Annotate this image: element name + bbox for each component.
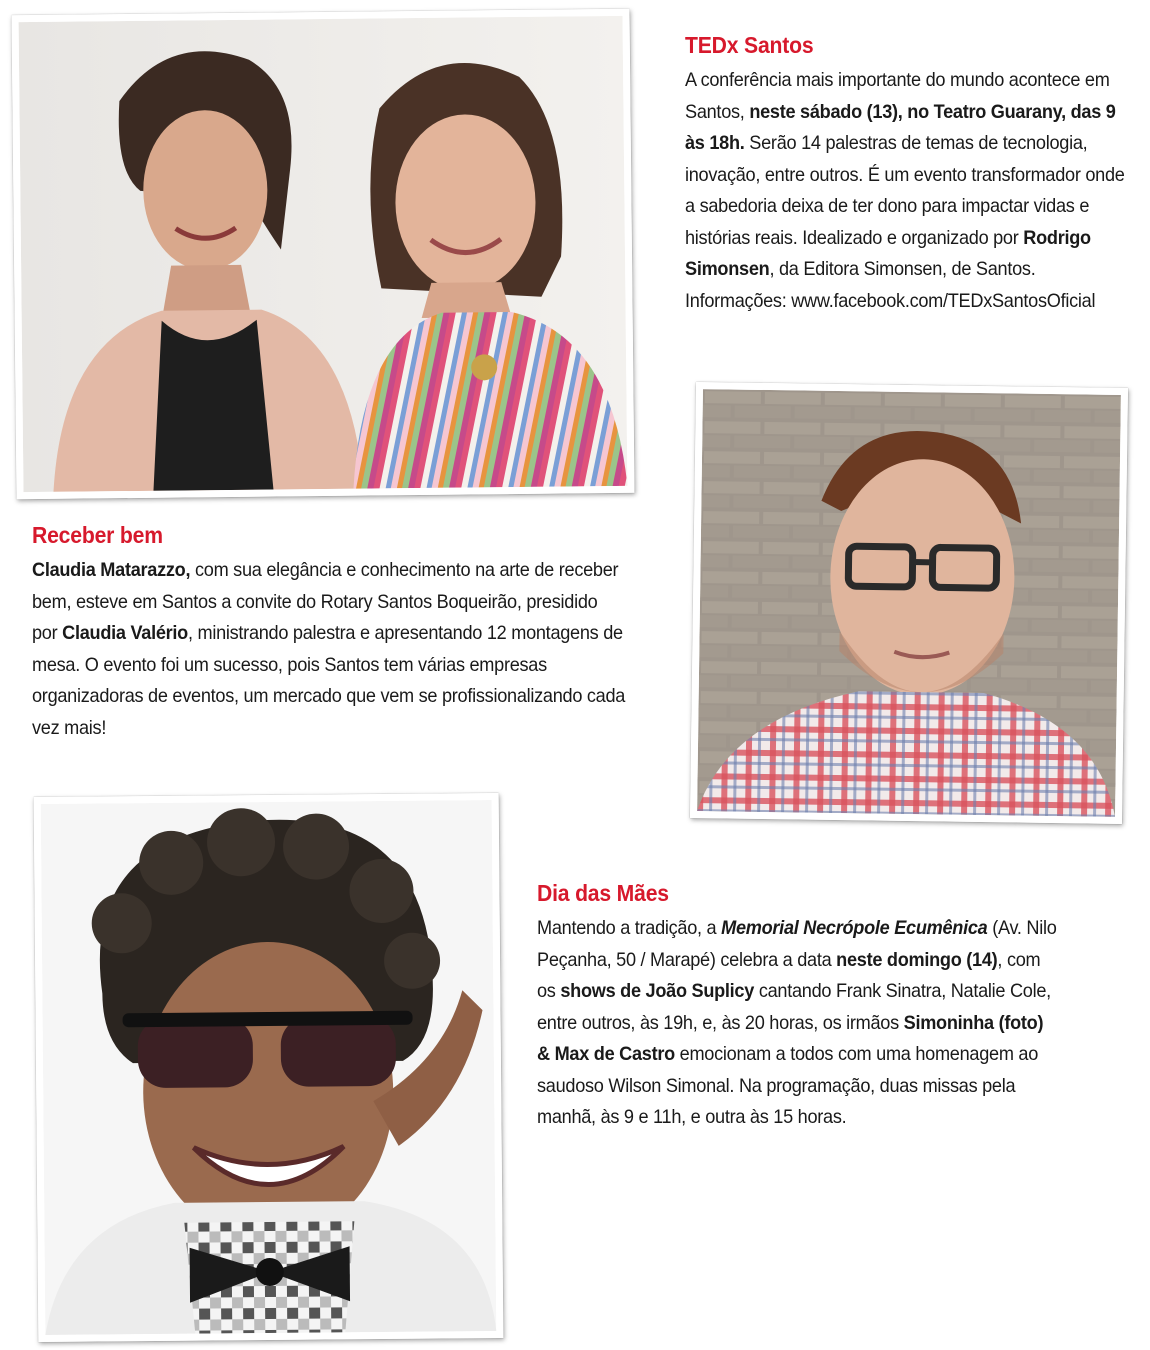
text-run: Mantendo a tradição, a: [537, 917, 722, 939]
bold-run: Claudia Matarazzo,: [32, 559, 191, 581]
text-run: com sua elegância e conhecimento na arte de receber bem, esteve em Santos a convite do Rotary Santos Boqueirão, presidido por: [32, 559, 619, 644]
story-body: [685, 65, 1135, 317]
italic-run: Memorial Necrópole Ecumênica: [721, 917, 988, 939]
text-run: , da Editora Simonsen, de Santos. Informações: www.facebook.com/TEDxSantosOficial: [685, 258, 1096, 312]
story-dia-das-maes: [537, 880, 1077, 1134]
bold-run: Claudia Valério: [62, 622, 188, 644]
photo-two-women-image: [19, 16, 628, 492]
story-body: [537, 913, 1058, 1134]
text-run: Serão 14 palestras de temas de tecnologia, inovação, entre outros. É um evento transformador onde a sabedoria deixa de ter dono para impactar vidas e histórias reais. Idealizado e organizado por: [685, 132, 1125, 249]
story-title: TEDx Santos: [685, 32, 814, 58]
photo-two-women: [11, 9, 634, 499]
bold-run: Rodrigo Simonsen: [685, 226, 1091, 280]
bold-run: Simoninha (foto) & Max de Castro: [537, 1011, 1044, 1065]
photo-man-sunglasses-image: [41, 800, 497, 1335]
text-run: emocionam a todos com uma homenagem ao saudoso Wilson Simonal. Na programação, duas missas pela manhã, às 9 e 11h, e outra às 15 horas.: [537, 1043, 1039, 1128]
story-body: [32, 555, 625, 744]
photo-man-sunglasses: [34, 793, 504, 1342]
photo-man-glasses: [690, 382, 1128, 824]
text-run: , ministrando palestra e apresentando 12 montagens de mesa. O evento foi um sucesso, pois Santos tem várias empresas organizadoras de eventos, um mercado que vem se profissionalizando cada vez mais!: [32, 622, 626, 739]
text-run: (Av. Nilo Peçanha, 50 / Marapé) celebra a data: [537, 917, 1057, 971]
story-title: Receber bem: [32, 522, 163, 548]
text-run: , com os: [537, 948, 1041, 1002]
bold-run: shows de João Suplicy: [560, 980, 755, 1002]
text-run: A conferência mais importante do mundo acontece em Santos,: [685, 69, 1110, 123]
photo-man-glasses-image: [697, 389, 1121, 817]
bold-run: neste domingo (14): [836, 948, 998, 971]
story-receber-bem: [32, 522, 632, 744]
story-tedx-santos: [685, 32, 1135, 317]
story-title: Dia das Mães: [537, 880, 669, 906]
text-run: cantando Frank Sinatra, Natalie Cole, entre outros, às 19h, e, às 20 horas, os irmãos: [537, 980, 1051, 1034]
bold-run: neste sábado (13), no Teatro Guarany, das 9 às 18h.: [685, 100, 1116, 154]
